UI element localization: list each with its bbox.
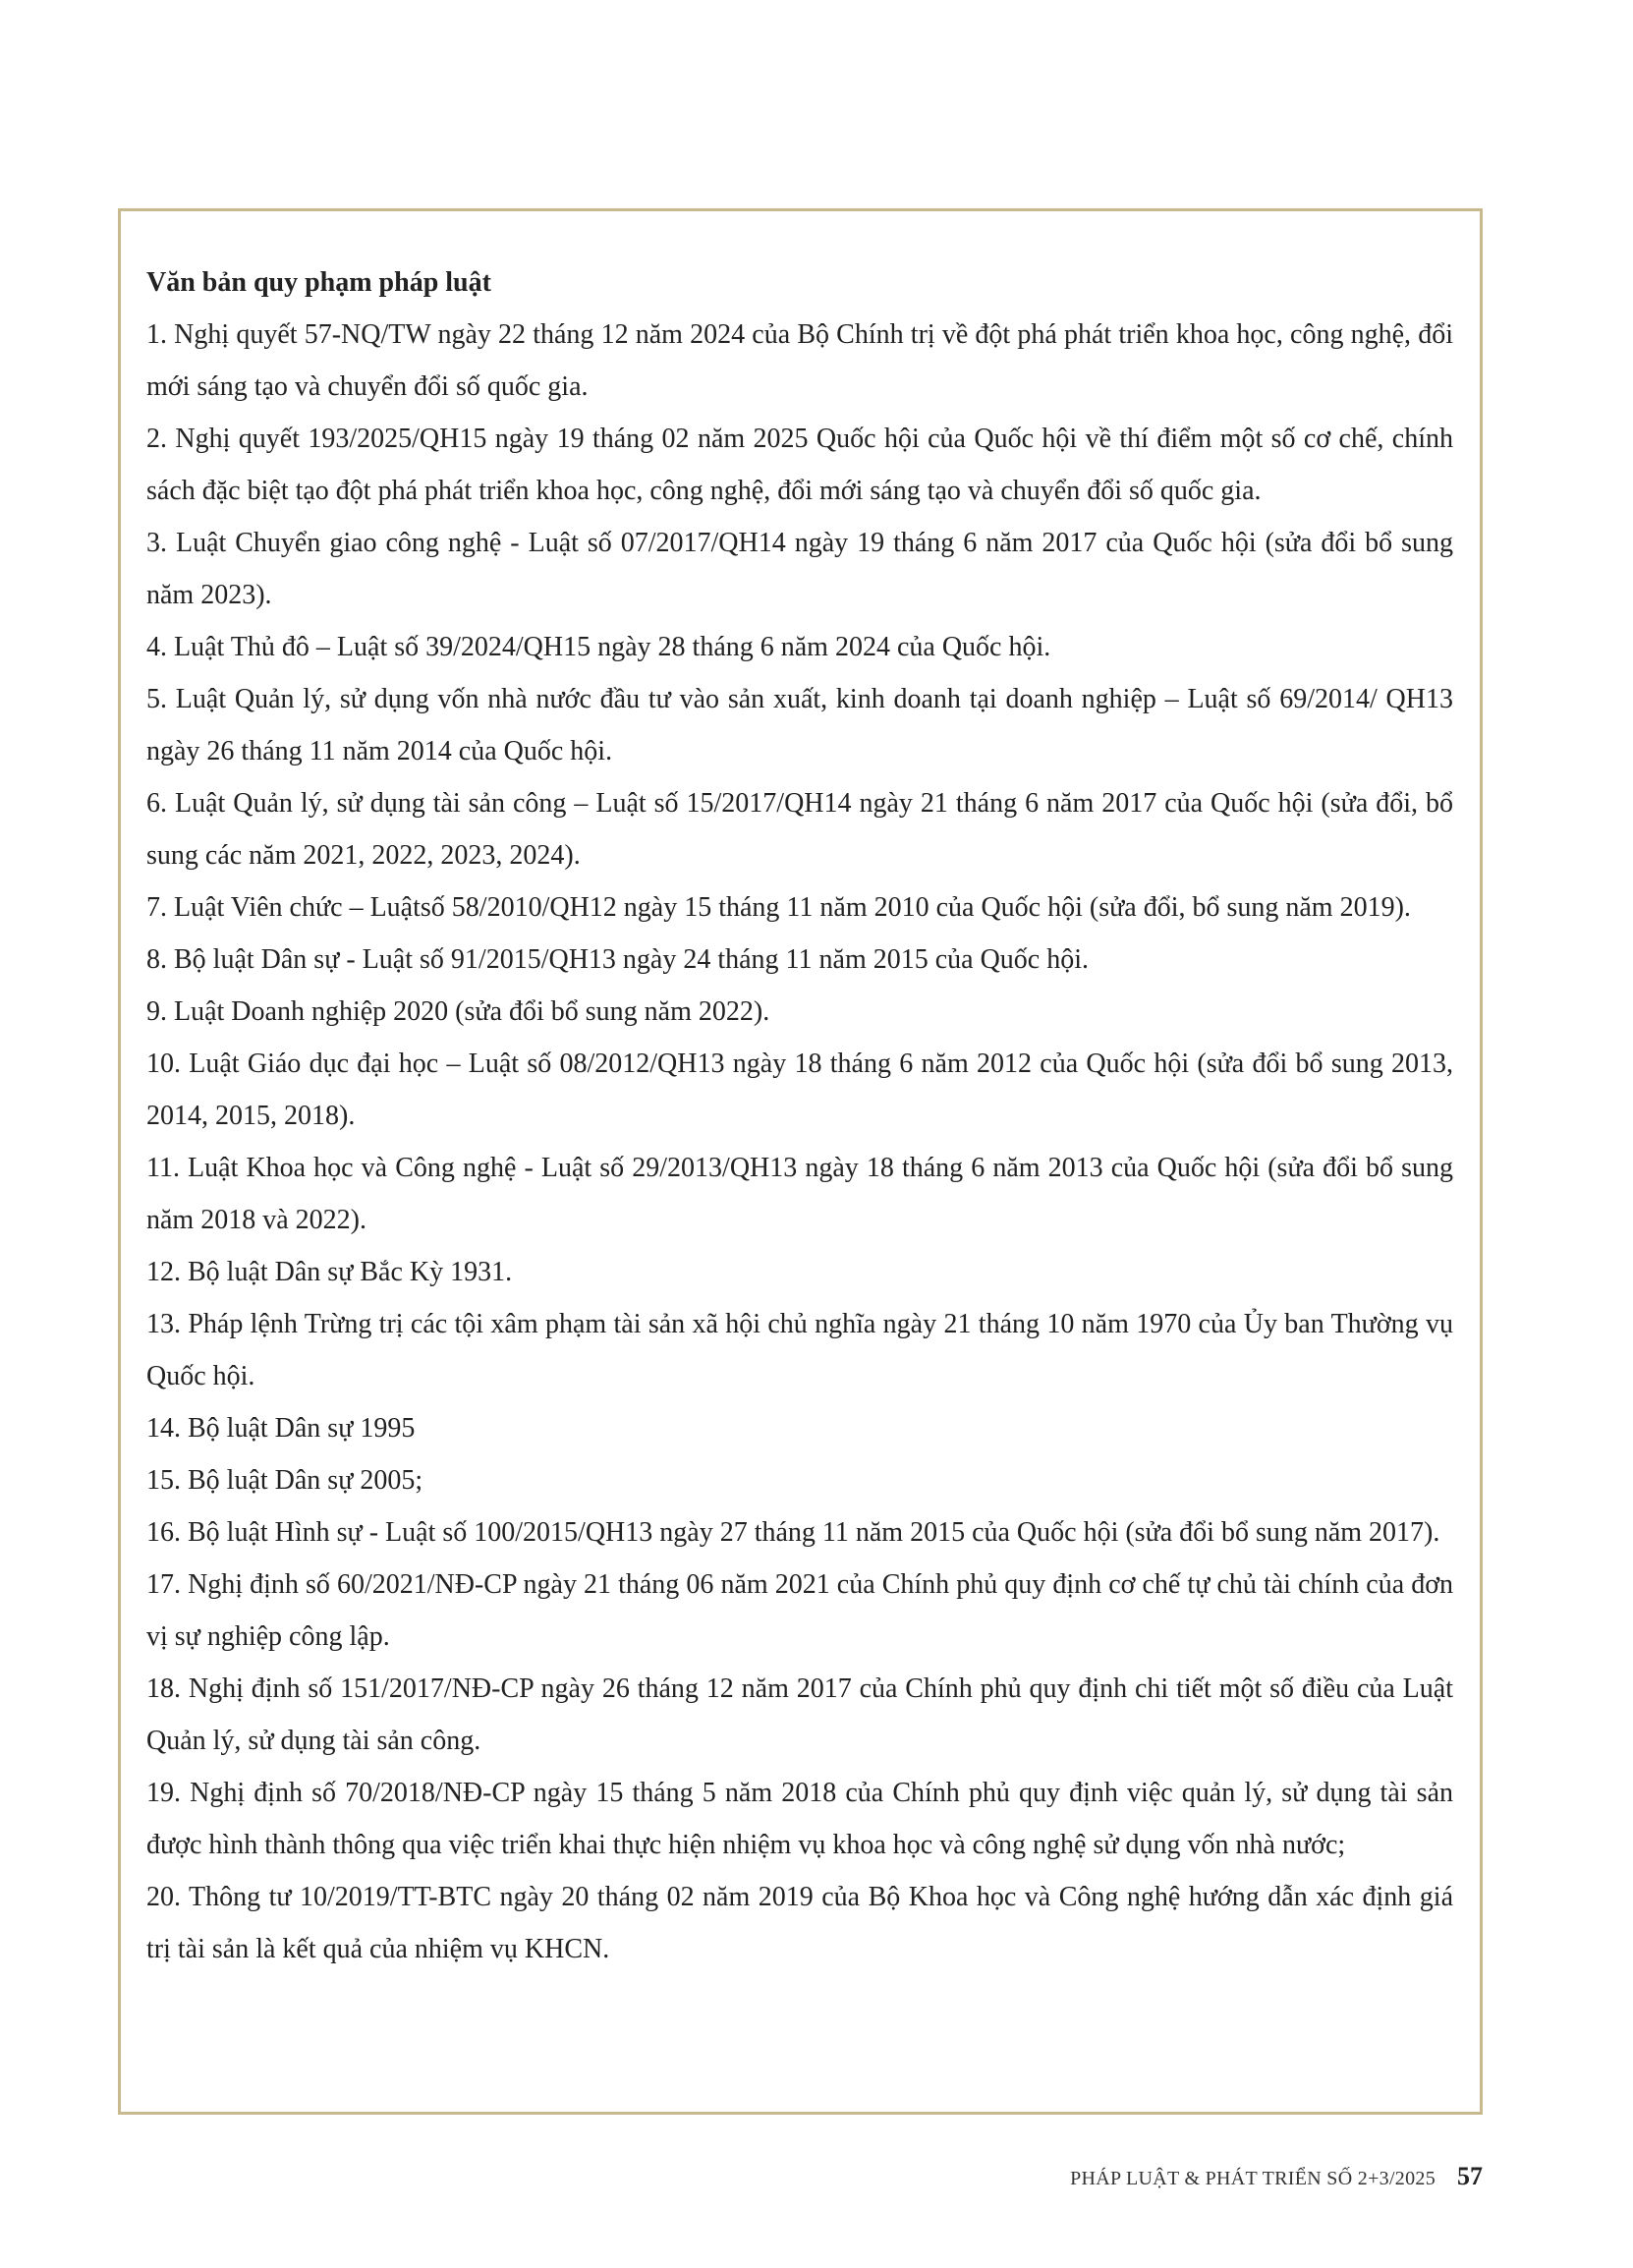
reference-item: 10. Luật Giáo dục đại học – Luật số 08/2012/QH13 ngày 18 tháng 6 năm 2012 của Quốc hội (sửa đổi bổ sung 2013, 2014, 2015, 2018). [146,1049,1453,1131]
reference-item: 20. Thông tư 10/2019/TT-BTC ngày 20 tháng 02 năm 2019 của Bộ Khoa học và Công nghệ hướng dẫn xác định giá trị tài sản là kết quả của nhiệm vụ KHCN. [146,1882,1453,1964]
reference-item: 4. Luật Thủ đô – Luật số 39/2024/QH15 ngày 28 tháng 6 năm 2024 của Quốc hội. [146,632,1051,662]
reference-item: 19. Nghị định số 70/2018/NĐ-CP ngày 15 tháng 5 năm 2018 của Chính phủ quy định việc quản lý, sử dụng tài sản được hình thành thông qua việc triển khai thực hiện nhiệm vụ khoa học và công nghệ sử dụng vốn nhà nước; [146,1778,1453,1860]
reference-item: 7. Luật Viên chức – Luậtsố 58/2010/QH12 ngày 15 tháng 11 năm 2010 của Quốc hội (sửa đổi, bổ sung năm 2019). [146,892,1411,923]
reference-item: 12. Bộ luật Dân sự Bắc Kỳ 1931. [146,1257,513,1287]
reference-item: 3. Luật Chuyển giao công nghệ - Luật số 07/2017/QH14 ngày 19 tháng 6 năm 2017 của Quốc hội (sửa đổi bổ sung năm 2023). [146,528,1453,610]
reference-item: 13. Pháp lệnh Trừng trị các tội xâm phạm tài sản xã hội chủ nghĩa ngày 21 tháng 10 năm 1970 của Ủy ban Thường vụ Quốc hội. [146,1309,1453,1391]
reference-item: 14. Bộ luật Dân sự 1995 [146,1413,416,1444]
page-footer [1070,2162,1483,2191]
references-list [146,309,1453,1975]
reference-item: 9. Luật Doanh nghiệp 2020 (sửa đổi bổ sung năm 2022). [146,996,770,1027]
reference-item: 5. Luật Quản lý, sử dụng vốn nhà nước đầu tư vào sản xuất, kinh doanh tại doanh nghiệp – Luật số 69/2014/ QH13 ngày 26 tháng 11 năm 2014 của Quốc hội. [146,684,1453,766]
reference-item: 1. Nghị quyết 57-NQ/TW ngày 22 tháng 12 năm 2024 của Bộ Chính trị về đột phá phát triển khoa học, công nghệ, đổi mới sáng tạo và chuyển đổi số quốc gia. [146,319,1453,402]
page-number: 57 [1457,2162,1483,2190]
reference-item: 17. Nghị định số 60/2021/NĐ-CP ngày 21 tháng 06 năm 2021 của Chính phủ quy định cơ chế tự chủ tài chính của đơn vị sự nghiệp công lập. [146,1569,1453,1652]
reference-item: 16. Bộ luật Hình sự - Luật số 100/2015/QH13 ngày 27 tháng 11 năm 2015 của Quốc hội (sửa đổi bổ sung năm 2017). [146,1517,1440,1548]
references-box [118,208,1483,2115]
reference-item: 11. Luật Khoa học và Công nghệ - Luật số 29/2013/QH13 ngày 18 tháng 6 năm 2013 của Quốc hội (sửa đổi bổ sung năm 2018 và 2022). [146,1153,1453,1235]
references-heading: Văn bản quy phạm pháp luật [146,267,491,298]
reference-item: 15. Bộ luật Dân sự 2005; [146,1465,423,1496]
reference-item: 2. Nghị quyết 193/2025/QH15 ngày 19 tháng 02 năm 2025 Quốc hội của Quốc hội về thí điểm một số cơ chế, chính sách đặc biệt tạo đột phá phát triển khoa học, công nghệ, đổi mới sáng tạo và chuyển đổi số quốc gia. [146,424,1453,506]
reference-item: 8. Bộ luật Dân sự - Luật số 91/2015/QH13 ngày 24 tháng 11 năm 2015 của Quốc hội. [146,944,1089,975]
reference-item: 18. Nghị định số 151/2017/NĐ-CP ngày 26 tháng 12 năm 2017 của Chính phủ quy định chi tiết một số điều của Luật Quản lý, sử dụng tài sản công. [146,1673,1453,1756]
journal-title: PHÁP LUẬT & PHÁT TRIỂN SỐ 2+3/2025 [1070,2168,1436,2189]
reference-item: 6. Luật Quản lý, sử dụng tài sản công – Luật số 15/2017/QH14 ngày 21 tháng 6 năm 2017 của Quốc hội (sửa đổi, bổ sung các năm 2021, 2022, 2023, 2024). [146,788,1453,871]
